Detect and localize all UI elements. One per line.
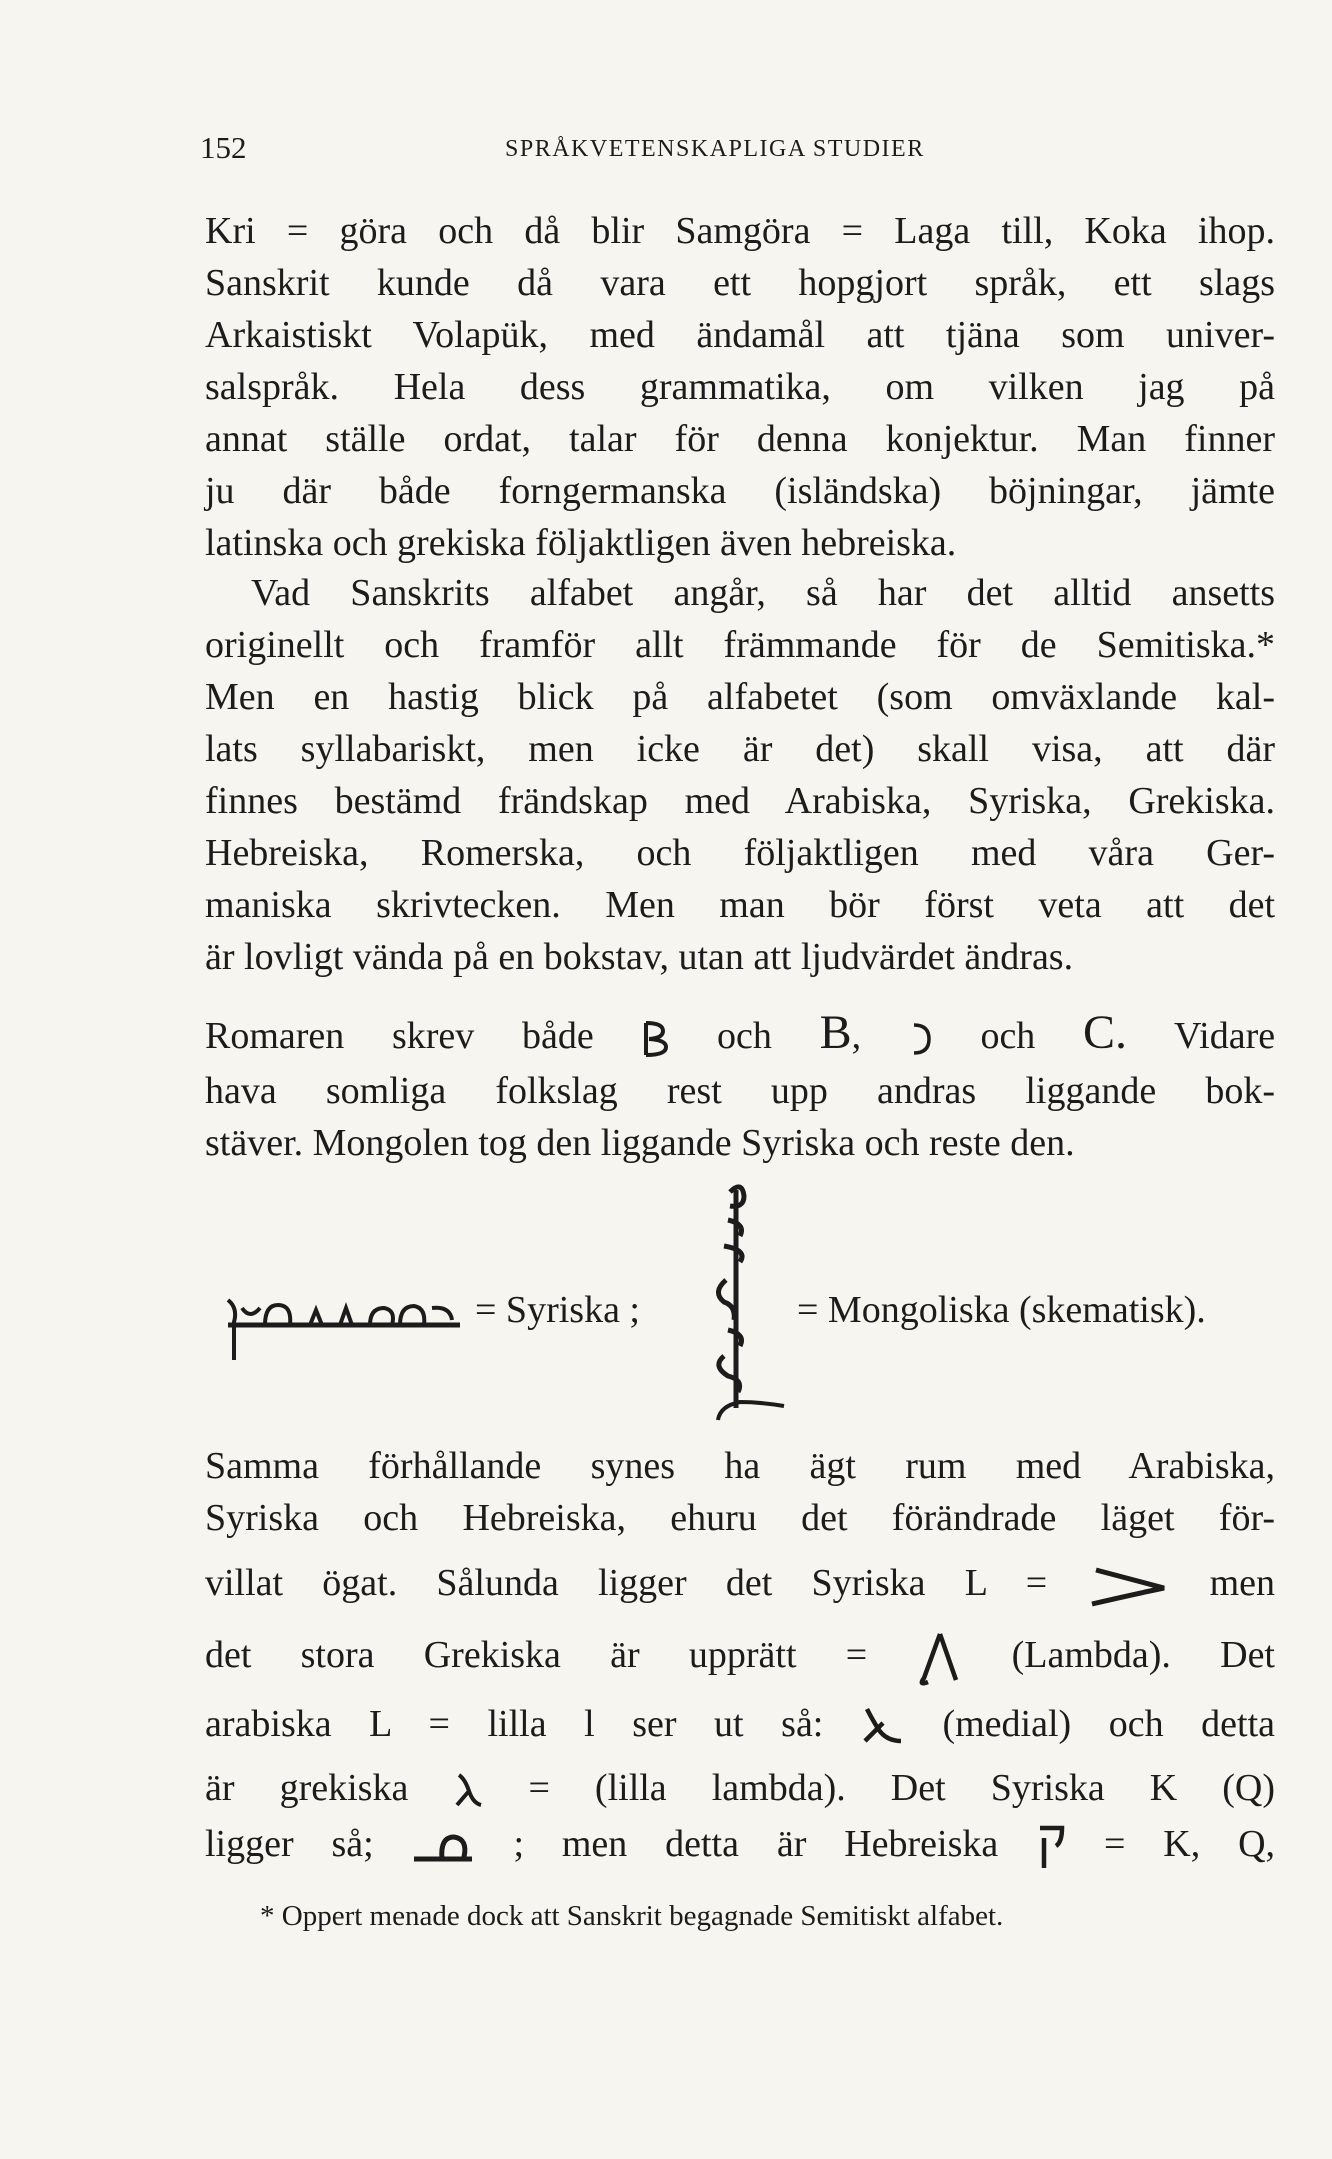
text-line: Hebreiska, Romerska, och följaktligen med våra Ger- (205, 832, 1275, 874)
mongoliska-label: = Mongoliska (skematisk). (797, 1289, 1206, 1331)
romaren-line (205, 1003, 1275, 1063)
greek-capital-lambda-icon (916, 1630, 962, 1686)
hebrew-qoph-icon (1036, 1822, 1066, 1872)
text-line: Samma förhållande synes ha ägt rum med Arabiska, (205, 1445, 1275, 1487)
text-segment: men (1209, 1562, 1275, 1604)
word: Romaren (205, 1015, 345, 1057)
text-line: Men en hastig blick på alfabetet (som omväxlande kal- (205, 676, 1275, 718)
text-line: Kri = göra och då blir Samgöra = Laga till, Koka ihop. (205, 210, 1275, 252)
word: och (717, 1015, 772, 1057)
text-line: annat ställe ordat, talar för denna konjektur. Man finner (205, 418, 1275, 460)
text-segment: = K, Q, (1103, 1823, 1276, 1865)
text-line: finnes bestämd frändskap med Arabiska, Syriska, Grekiska. (205, 780, 1275, 822)
text-segment: (medial) (942, 1703, 1072, 1745)
arabic-medial-lam-icon (861, 1705, 905, 1749)
text-segment: detta (1201, 1703, 1276, 1745)
syriac-script-glyph-icon (220, 1280, 470, 1360)
text-segment: Det Syriska K (Q) (890, 1767, 1276, 1809)
mongolian-vertical-glyph-icon (700, 1180, 790, 1425)
word: både (521, 1015, 594, 1057)
word: och (980, 1015, 1036, 1057)
paragraph-3 (205, 1065, 1275, 1169)
page-number: 152 (200, 130, 247, 165)
text-segment: (Lambda). (1011, 1634, 1171, 1676)
text-segment: arabiska L = lilla l ser ut så: (205, 1703, 824, 1745)
word: skrev (391, 1015, 475, 1057)
b-letter: B (819, 1006, 852, 1059)
text-line: maniska skrivtecken. Men man bör först veta att det (205, 884, 1275, 926)
text-line: Vad Sanskrits alfabet angår, så har det alltid ansetts (251, 572, 1275, 614)
syriac-lamadh-icon (1086, 1564, 1170, 1608)
text-line: Arkaistiskt Volapük, med ändamål att tjäna som univer- (205, 314, 1275, 356)
word: Vidare (1173, 1015, 1276, 1057)
text-segment: är grekiska (205, 1767, 409, 1809)
comma: , (851, 1015, 862, 1057)
greek-small-lambda-icon (453, 1771, 483, 1811)
text-segment: Det (1220, 1634, 1275, 1676)
page-header (200, 130, 1280, 176)
text-segment: ; men detta är Hebreiska (513, 1823, 999, 1865)
text-segment: = (lilla lambda). (528, 1767, 846, 1809)
text-segment: det stora Grekiska är upprätt = (205, 1634, 868, 1676)
text-line: Sanskrit kunde då vara ett hopgjort språk, ett slags (205, 262, 1275, 304)
text-line: originellt och framför allt främmande för de Semitiska.* (205, 624, 1275, 666)
text-line: lats syllabariskt, men icke är det) skall visa, att där (205, 728, 1275, 770)
text-line: latinska och grekiska följaktligen även hebreiska. (205, 522, 957, 564)
reversed-c-icon (909, 1019, 933, 1059)
paragraph-1 (205, 205, 1275, 569)
roman-b-variant-icon (641, 1019, 669, 1059)
running-title: SPRÅKVETENSKAPLIGA STUDIER (505, 136, 925, 162)
text-line: hava somliga folkslag rest upp andras liggande bok- (205, 1070, 1275, 1112)
text-line: stäver. Mongolen tog den liggande Syriska och reste den. (205, 1122, 1075, 1164)
footnote: * Oppert menade dock att Sanskrit begagnade Semitiskt alfabet. (260, 1900, 1004, 1932)
syriska-label: = Syriska ; (475, 1289, 640, 1331)
paragraph-2 (205, 567, 1275, 983)
paragraph-4 (205, 1440, 1275, 1872)
text-segment: och (1108, 1703, 1164, 1745)
script-figure (205, 1180, 1280, 1430)
text-segment: ligger så; (205, 1823, 374, 1865)
syriac-qoph-icon (412, 1829, 476, 1865)
c-letter: C. (1082, 1006, 1127, 1059)
text-line: är lovligt vända på en bokstav, utan att ljudvärdet ändras. (205, 936, 1074, 978)
text-line: ju där både forngermanska (isländska) böjningar, jämte (205, 470, 1275, 512)
text-line: salspråk. Hela dess grammatika, om vilken jag på (205, 366, 1275, 408)
text-line: Syriska och Hebreiska, ehuru det förändrade läget för- (205, 1497, 1275, 1539)
text-segment: villat ögat. Sålunda ligger det Syriska L = (205, 1562, 1048, 1604)
